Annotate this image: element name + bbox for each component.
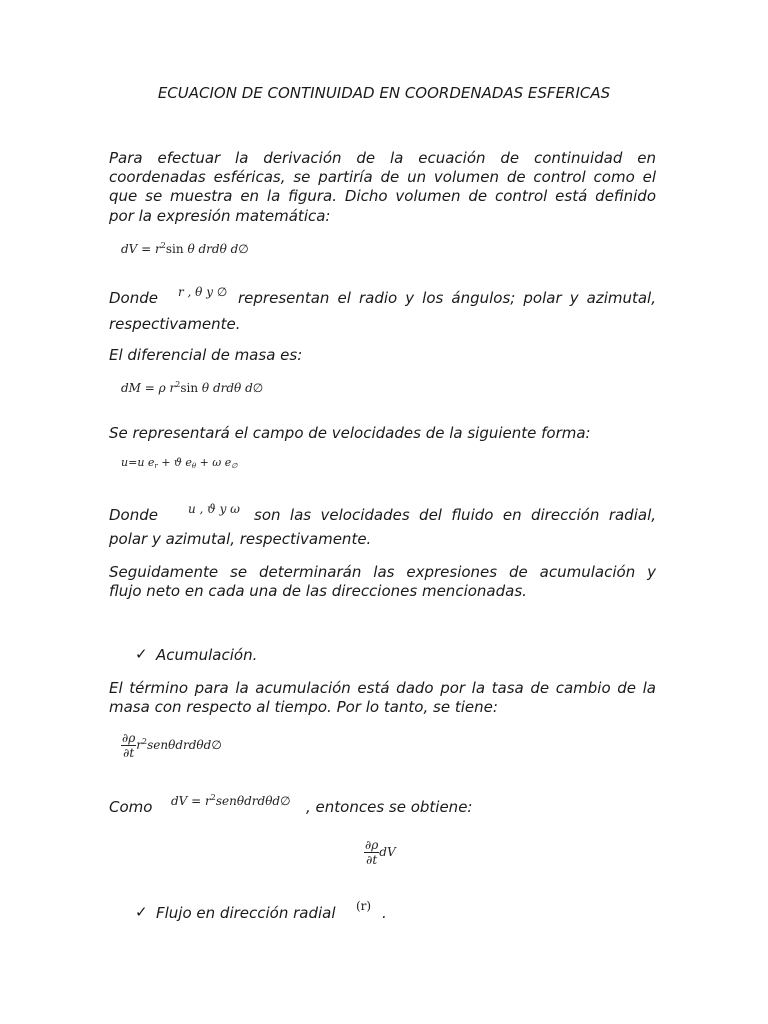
bullet-2-period: . [382,904,387,922]
equation-result: $\frac{\partial\rho}{\partial t}$ dV [365,838,396,867]
como-equation: dV = $r^2sen\theta drd\theta d\emptyset$ [171,793,291,808]
donde-2-line-2: polar y azimutal, respectivamente. [109,530,372,548]
intro-line-2: coordenadas esféricas, se partiría de un volumen de control como el [109,168,656,186]
intro-line-3: que se muestra en la figura. Dicho volumen de control está definido [109,187,656,205]
seguidamente-line-2: flujo neto en cada una de las direcciones mencionadas. [109,582,527,600]
document-title: ECUACION DE CONTINUIDAD EN COORDENADAS ESFERICAS [157,84,611,102]
campo-velocidades-text: Se representará el campo de velocidades de la siguiente forma: [109,424,591,442]
donde-2-word: Donde [109,506,158,524]
bullet-acumulacion: Acumulación. [156,646,258,664]
equation-acumulacion: $\frac{\partial\rho}{\partial t}$ $r^2sen\theta drd\theta d\emptyset$ [122,731,222,760]
termino-line-1: El término para la acumulación está dado por la tasa de cambio de la [109,679,656,697]
intro-line-1: Para efectuar la derivación de la ecuación de continuidad en [109,149,656,167]
equation-u: u=u $e_r + ϑ$ $e_\theta + \omega$ $e_\emptyset$ [121,456,238,470]
seguidamente-line-1: Seguidamente se determinarán las expresiones de acumulación y [109,563,656,581]
donde-1-rest: representan el radio y los ángulos; polar y azimutal, [238,289,656,307]
equation-dM: dM = ρ $r^2\sin$ θ drdθ d∅ [121,380,264,395]
intro-line-4: por la expresión matemática: [109,207,331,225]
donde-2-rest: son las velocidades del fluido en dirección radial, [254,506,656,524]
equation-dV: dV = $r^2\sin$ θ drdθ d∅ [121,241,249,256]
donde-2-symbols: u , ϑ y ω [188,502,240,516]
checkmark-icon: ✓ [135,645,148,663]
como-word: Como [109,798,153,816]
termino-line-2: masa con respecto al tiempo. Por lo tanto, se tiene: [109,698,498,716]
diferencial-masa-text: El diferencial de masa es: [109,346,303,364]
como-rest: , entonces se obtiene: [306,798,473,816]
radial-symbol: (r) [356,899,372,913]
donde-1-line-2: respectivamente. [109,315,241,333]
donde-1-symbols: r , θ y ∅ [178,285,228,299]
bullet-flujo-radial: Flujo en dirección radial [156,904,336,922]
donde-1-word: Donde [109,289,158,307]
checkmark-icon: ✓ [135,903,148,921]
